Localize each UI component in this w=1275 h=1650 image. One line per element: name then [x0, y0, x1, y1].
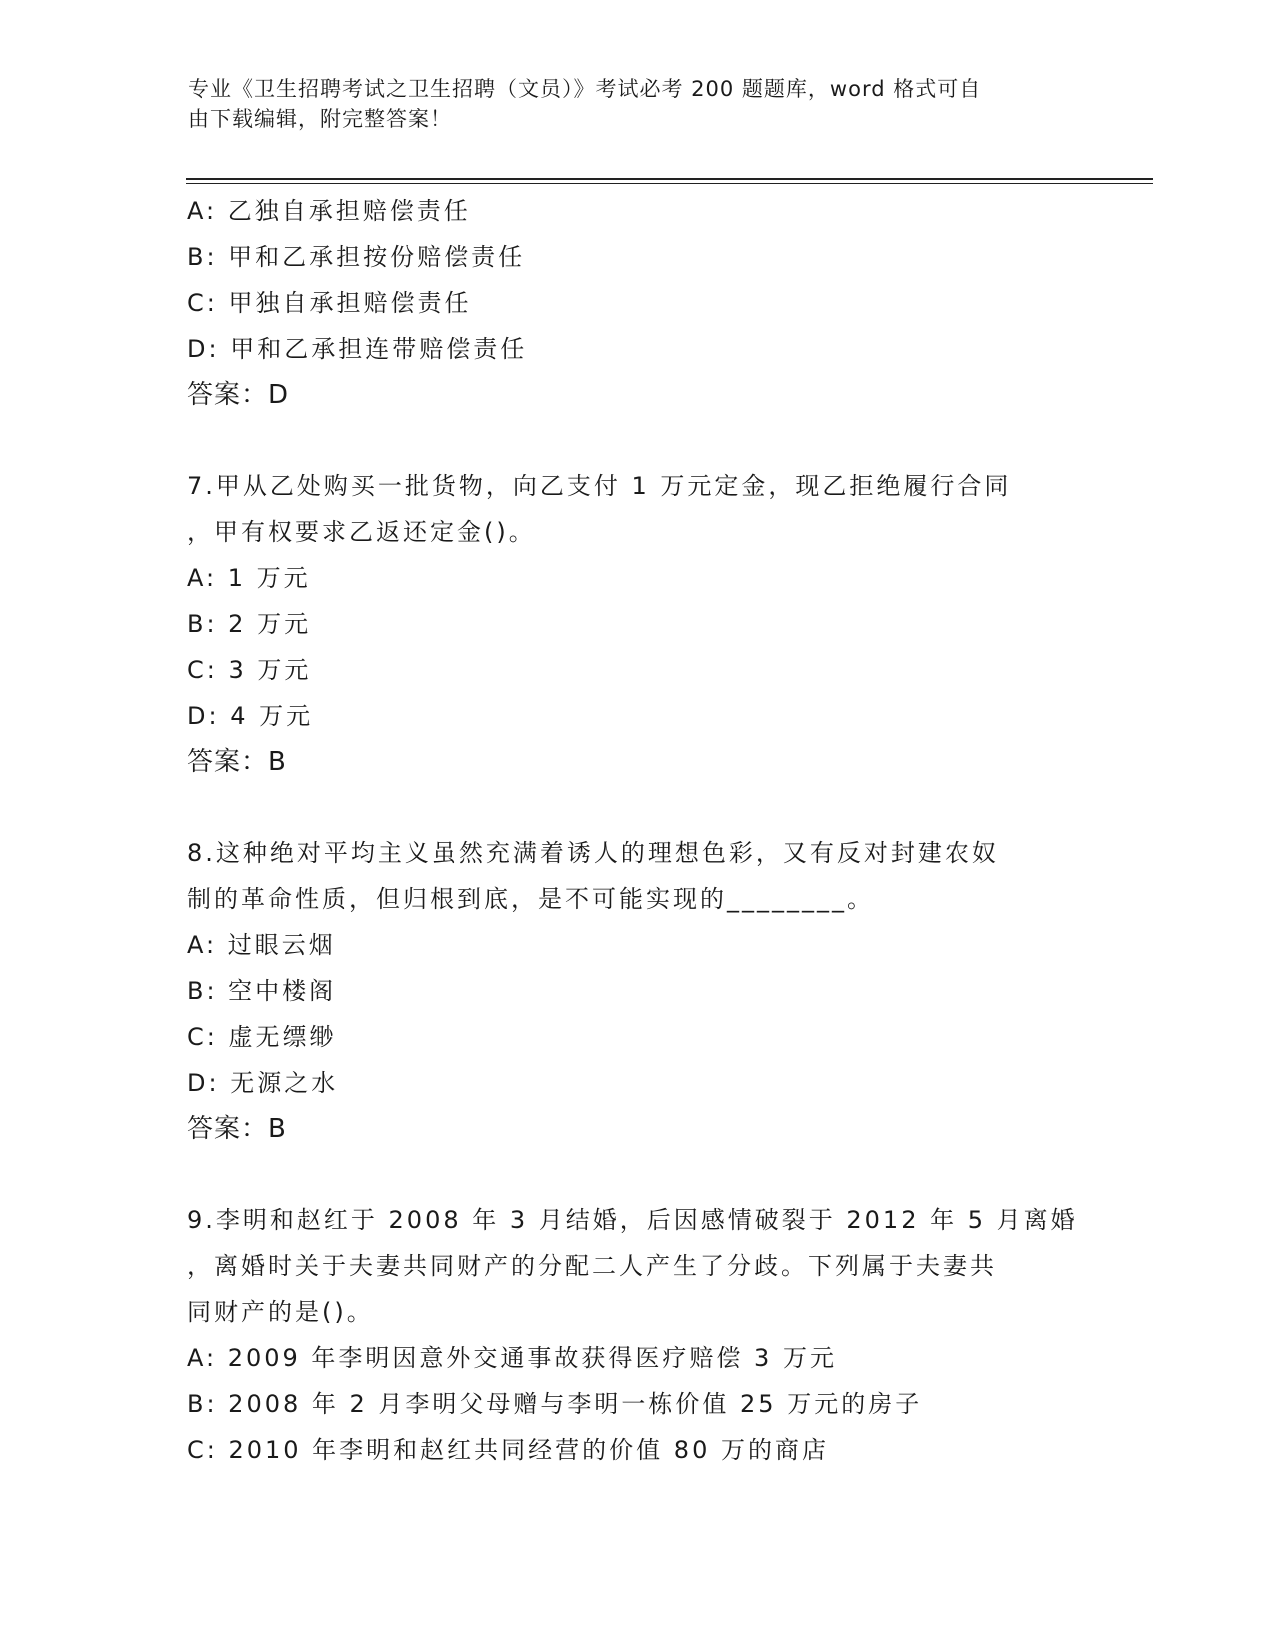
option-d: D: 无源之水: [187, 1069, 339, 1097]
option-a: A: 1 万元: [187, 564, 311, 592]
option-d: D: 4 万元: [187, 702, 314, 730]
question-text: 9.李明和赵红于 2008 年 3 月结婚，后因感情破裂于 2012 年 5 月离婚 ，离婚时关于夫妻共同财产的分配二人产生了分歧。下列属于夫妻共 同财产的是()。: [187, 1206, 1078, 1326]
option-c: C: 3 万元: [187, 656, 312, 684]
block-spacer: [187, 1152, 1087, 1197]
option-b: B: 2 万元: [187, 610, 312, 638]
option-c: C: 2010 年李明和赵红共同经营的价值 80 万的商店: [187, 1436, 829, 1464]
option-b: B: 2008 年 2 月李明父母赠与李明一栋价值 25 万元的房子: [187, 1390, 923, 1418]
question-block: [187, 188, 1087, 418]
question-block: [187, 463, 1087, 785]
option-b: B: 空中楼阁: [187, 977, 337, 1005]
question-text: 8.这种绝对平均主义虽然充满着诱人的理想色彩，又有反对封建农奴 制的革命性质，但归根到底，是不可能实现的________。: [187, 839, 999, 913]
answer-line: 答案：B: [187, 747, 287, 777]
option-a: A: 乙独自承担赔偿责任: [187, 197, 471, 225]
option-c: C: 虚无缥缈: [187, 1023, 337, 1051]
question-block: [187, 830, 1087, 1152]
option-b: B: 甲和乙承担按份赔偿责任: [187, 243, 526, 271]
header-divider-thick: [186, 178, 1153, 180]
option-c: C: 甲独自承担赔偿责任: [187, 289, 472, 317]
question-text: 7.甲从乙处购买一批货物，向乙支付 1 万元定金，现乙拒绝履行合同 ，甲有权要求乙返还定金()。: [187, 472, 1012, 546]
answer-line: 答案：D: [187, 380, 290, 410]
option-a: A: 过眼云烟: [187, 931, 336, 959]
document-header: 专业《卫生招聘考试之卫生招聘（文员）》考试必考 200 题题库，word 格式可自 由下载编辑，附完整答案！: [188, 77, 982, 131]
block-spacer: [187, 418, 1087, 463]
question-block: [187, 1197, 1087, 1473]
option-a: A: 2009 年李明因意外交通事故获得医疗赔偿 3 万元: [187, 1344, 837, 1372]
header-divider-thin: [186, 183, 1153, 184]
answer-line: 答案：B: [187, 1114, 287, 1144]
question-list: [187, 188, 1087, 1473]
option-d: D: 甲和乙承担连带赔偿责任: [187, 335, 528, 363]
block-spacer: [187, 785, 1087, 830]
